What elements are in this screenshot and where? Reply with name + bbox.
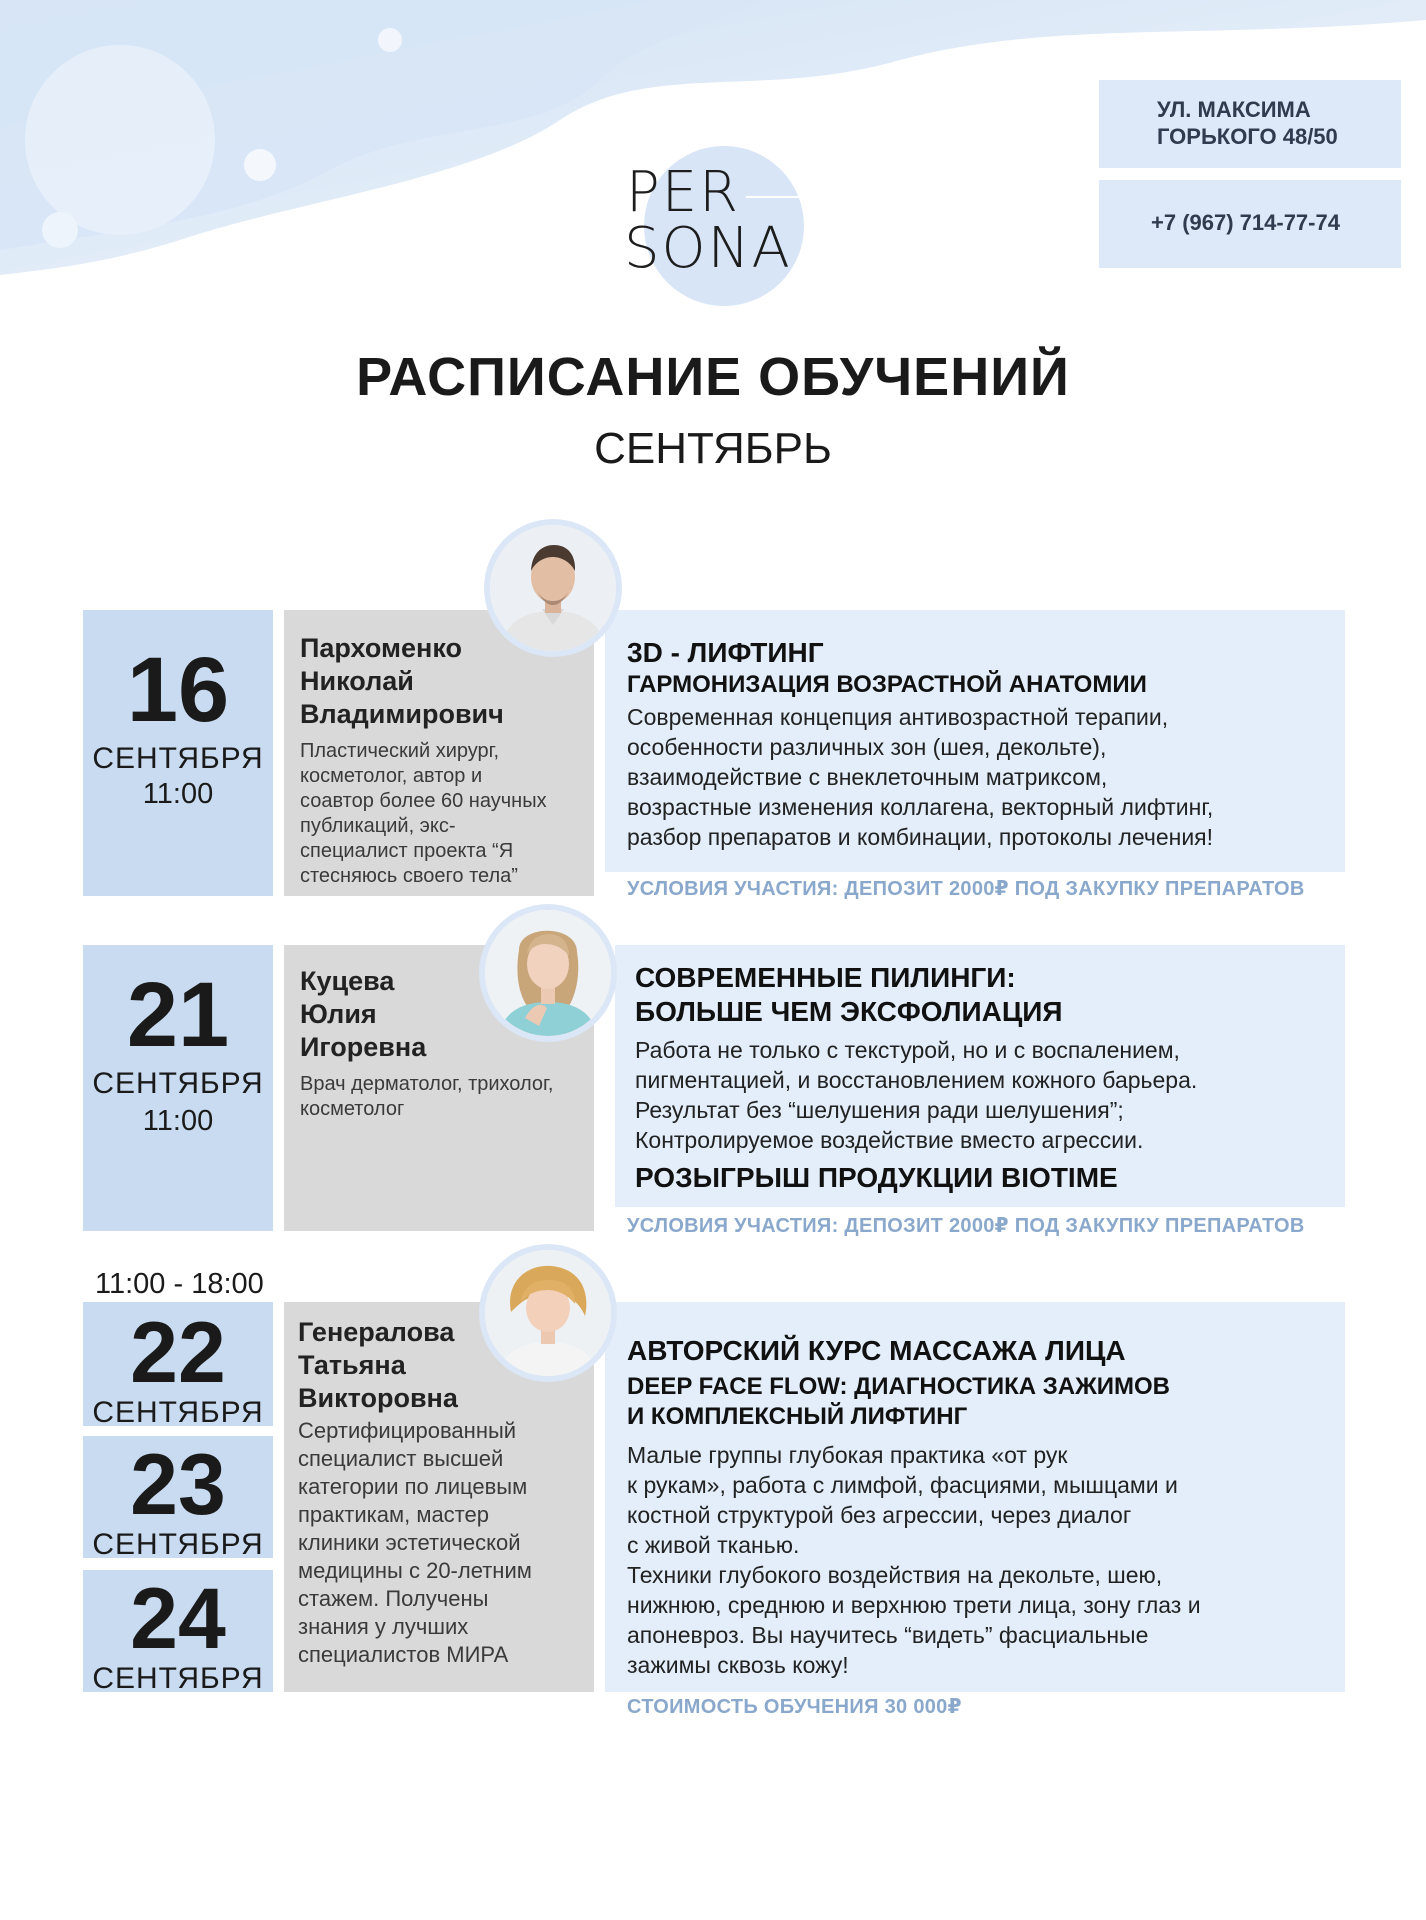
date-box-24	[83, 1570, 273, 1695]
time-range: 11:00 - 18:00	[95, 1268, 264, 1300]
course-description	[635, 1035, 1345, 1155]
course-card-face-massage	[605, 1302, 1345, 1692]
course-text-line: апоневроз. Вы научитесь “видеть” фасциальные	[627, 1622, 1149, 1648]
address-box	[1099, 80, 1401, 168]
speaker-desc-line: специалист проекта “Я	[300, 840, 514, 862]
course-title: 3D - ЛИФТИНГ	[627, 637, 824, 668]
date-time: 11:00	[142, 778, 214, 810]
date-box-23	[83, 1436, 273, 1561]
promo-text: РОЗЫГРЫШ ПРОДУКЦИИ BIOTIME	[635, 1162, 1118, 1193]
course-title	[635, 961, 1345, 1029]
course-text-line: костной структурой без агрессии, через диалог	[627, 1502, 1132, 1528]
date-day: 16	[126, 639, 230, 741]
speaker-patronymic: Викторовна	[298, 1383, 458, 1413]
speaker-first-name: Татьяна	[298, 1350, 406, 1380]
course-text-line: пигментацией, и восстановлением кожного барьера.	[635, 1067, 1198, 1093]
course-text-line: нижнюю, среднюю и верхнюю трети лица, зону глаз и	[627, 1592, 1201, 1618]
course-subtitle: ГАРМОНИЗАЦИЯ ВОЗРАСТНОЙ АНАТОМИИ	[627, 671, 1147, 698]
logo-line-mark	[746, 196, 814, 198]
course-text-line: зажимы сквозь кожу!	[627, 1652, 849, 1678]
date-month: СЕНТЯБРЯ	[92, 1662, 264, 1695]
speaker-desc-line: Сертифицированный	[298, 1418, 517, 1443]
course-subtitle-line: DEEP FACE FLOW: ДИАГНОСТИКА ЗАЖИМОВ	[627, 1373, 1171, 1400]
date-day: 24	[130, 1571, 226, 1667]
speaker-photo-generalova	[485, 1250, 611, 1376]
address-line2: ГОРЬКОГО 48/50	[1157, 124, 1338, 149]
date-box-21	[83, 945, 273, 1231]
speaker-desc-line: косметолог	[300, 1098, 405, 1120]
course-text-line: Контролируемое воздействие вместо агрессии.	[635, 1127, 1144, 1153]
course-text-line: особенности различных зон (шея, декольте),	[627, 734, 1107, 760]
course-text-line: Современная концепция антивозрастной терапии,	[627, 704, 1169, 730]
speaker-desc-line: специалистов МИРА	[298, 1642, 509, 1667]
logo-text-per: PER	[626, 160, 741, 225]
speaker-card-parkhomenko	[284, 610, 594, 896]
course-text-line: к рукам», работа с лимфой, фасциями, мышцами и	[627, 1472, 1178, 1498]
page-title: РАСПИСАНИЕ ОБУЧЕНИЙ	[356, 347, 1070, 407]
logo-text-sona: SONA	[624, 216, 792, 281]
speaker-desc-line: практикам, мастер	[298, 1502, 489, 1527]
date-box-22	[83, 1302, 273, 1429]
speaker-first-name: Юлия	[300, 999, 377, 1029]
speaker-desc-line: знания у лучших	[298, 1614, 469, 1639]
phone-box[interactable]	[1099, 180, 1401, 268]
course-title-line: БОЛЬШЕ ЧЕМ ЭКСФОЛИАЦИЯ	[635, 996, 1063, 1027]
speaker-desc-line: косметолог, автор и	[300, 765, 483, 787]
speaker-desc-line: Пластический хирург,	[300, 740, 500, 762]
speaker-surname: Куцева	[300, 966, 395, 996]
course-subtitle	[627, 1372, 1345, 1432]
speaker-surname: Генералова	[298, 1317, 455, 1347]
page-subtitle: СЕНТЯБРЬ	[594, 424, 832, 473]
speaker-surname: Пархоменко	[300, 633, 462, 663]
course-card-peelings	[615, 945, 1345, 1207]
date-month: СЕНТЯБРЯ	[92, 1067, 264, 1100]
speaker-patronymic: Владимирович	[300, 699, 504, 729]
course-price: СТОИМОСТЬ ОБУЧЕНИЯ 30 000₽	[627, 1696, 962, 1718]
speaker-desc-line: медицины с 20-летним	[298, 1558, 532, 1583]
course-text-line: разбор препаратов и комбинации, протоколы лечения!	[627, 824, 1214, 850]
course-text-line: Работа не только с текстурой, но и с воспалением,	[635, 1037, 1180, 1063]
course-description	[627, 702, 1345, 852]
date-month: СЕНТЯБРЯ	[92, 1396, 264, 1429]
speaker-desc-line: стажем. Получены	[298, 1586, 489, 1611]
speaker-description	[300, 739, 594, 889]
speaker-description	[300, 1072, 594, 1122]
course-text-line: Малые группы глубокая практика «от рук	[627, 1442, 1068, 1468]
phone-number[interactable]: +7 (967) 714-77-74	[1151, 210, 1340, 235]
course-card-3d-lifting	[605, 610, 1345, 872]
course-subtitle-line: И КОМПЛЕКСНЫЙ ЛИФТИНГ	[627, 1403, 968, 1430]
speaker-desc-line: специалист высшей	[298, 1446, 504, 1471]
speaker-desc-line: клиники эстетической	[298, 1530, 521, 1555]
date-time: 11:00	[142, 1105, 214, 1137]
speaker-photo-parkhomenko	[490, 525, 616, 651]
course-text-line: Результат без “шелушения ради шелушения”;	[635, 1097, 1124, 1123]
date-day: 21	[126, 964, 230, 1066]
date-day: 23	[130, 1437, 226, 1533]
speaker-patronymic: Игоревна	[300, 1032, 427, 1062]
participation-condition: УСЛОВИЯ УЧАСТИЯ: ДЕПОЗИТ 2000₽ ПОД ЗАКУПКУ ПРЕПАРАТОВ	[627, 878, 1305, 900]
course-text-line: взаимодействие с внеклеточным матриксом,	[627, 764, 1108, 790]
logo	[618, 150, 818, 300]
course-title: АВТОРСКИЙ КУРС МАССАЖА ЛИЦА	[627, 1335, 1126, 1366]
date-day: 22	[130, 1305, 226, 1401]
speaker-first-name: Николай	[300, 666, 414, 696]
speaker-desc-line: соавтор более 60 научных	[300, 790, 547, 812]
speaker-desc-line: стесняюсь своего тела”	[300, 865, 518, 887]
course-text-line: с живой тканью.	[627, 1532, 800, 1558]
participation-condition: УСЛОВИЯ УЧАСТИЯ: ДЕПОЗИТ 2000₽ ПОД ЗАКУПКУ ПРЕПАРАТОВ	[627, 1215, 1305, 1237]
speaker-desc-line: категории по лицевым	[298, 1474, 528, 1499]
course-description	[627, 1440, 1345, 1680]
course-title-line: СОВРЕМЕННЫЕ ПИЛИНГИ:	[635, 962, 1016, 993]
speaker-photo-kutseva	[485, 910, 611, 1036]
course-text-line: Техники глубокого воздействия на декольте, шею,	[627, 1562, 1163, 1588]
date-month: СЕНТЯБРЯ	[92, 1528, 264, 1561]
speaker-desc-line: публикаций, экс-	[300, 815, 456, 837]
date-month: СЕНТЯБРЯ	[92, 742, 264, 775]
speaker-description	[298, 1417, 594, 1669]
address-line1: УЛ. МАКСИМА	[1157, 97, 1311, 122]
date-box-16	[83, 610, 273, 896]
course-text-line: возрастные изменения коллагена, векторный лифтинг,	[627, 794, 1214, 820]
speaker-desc-line: Врач дерматолог, трихолог,	[300, 1073, 554, 1095]
